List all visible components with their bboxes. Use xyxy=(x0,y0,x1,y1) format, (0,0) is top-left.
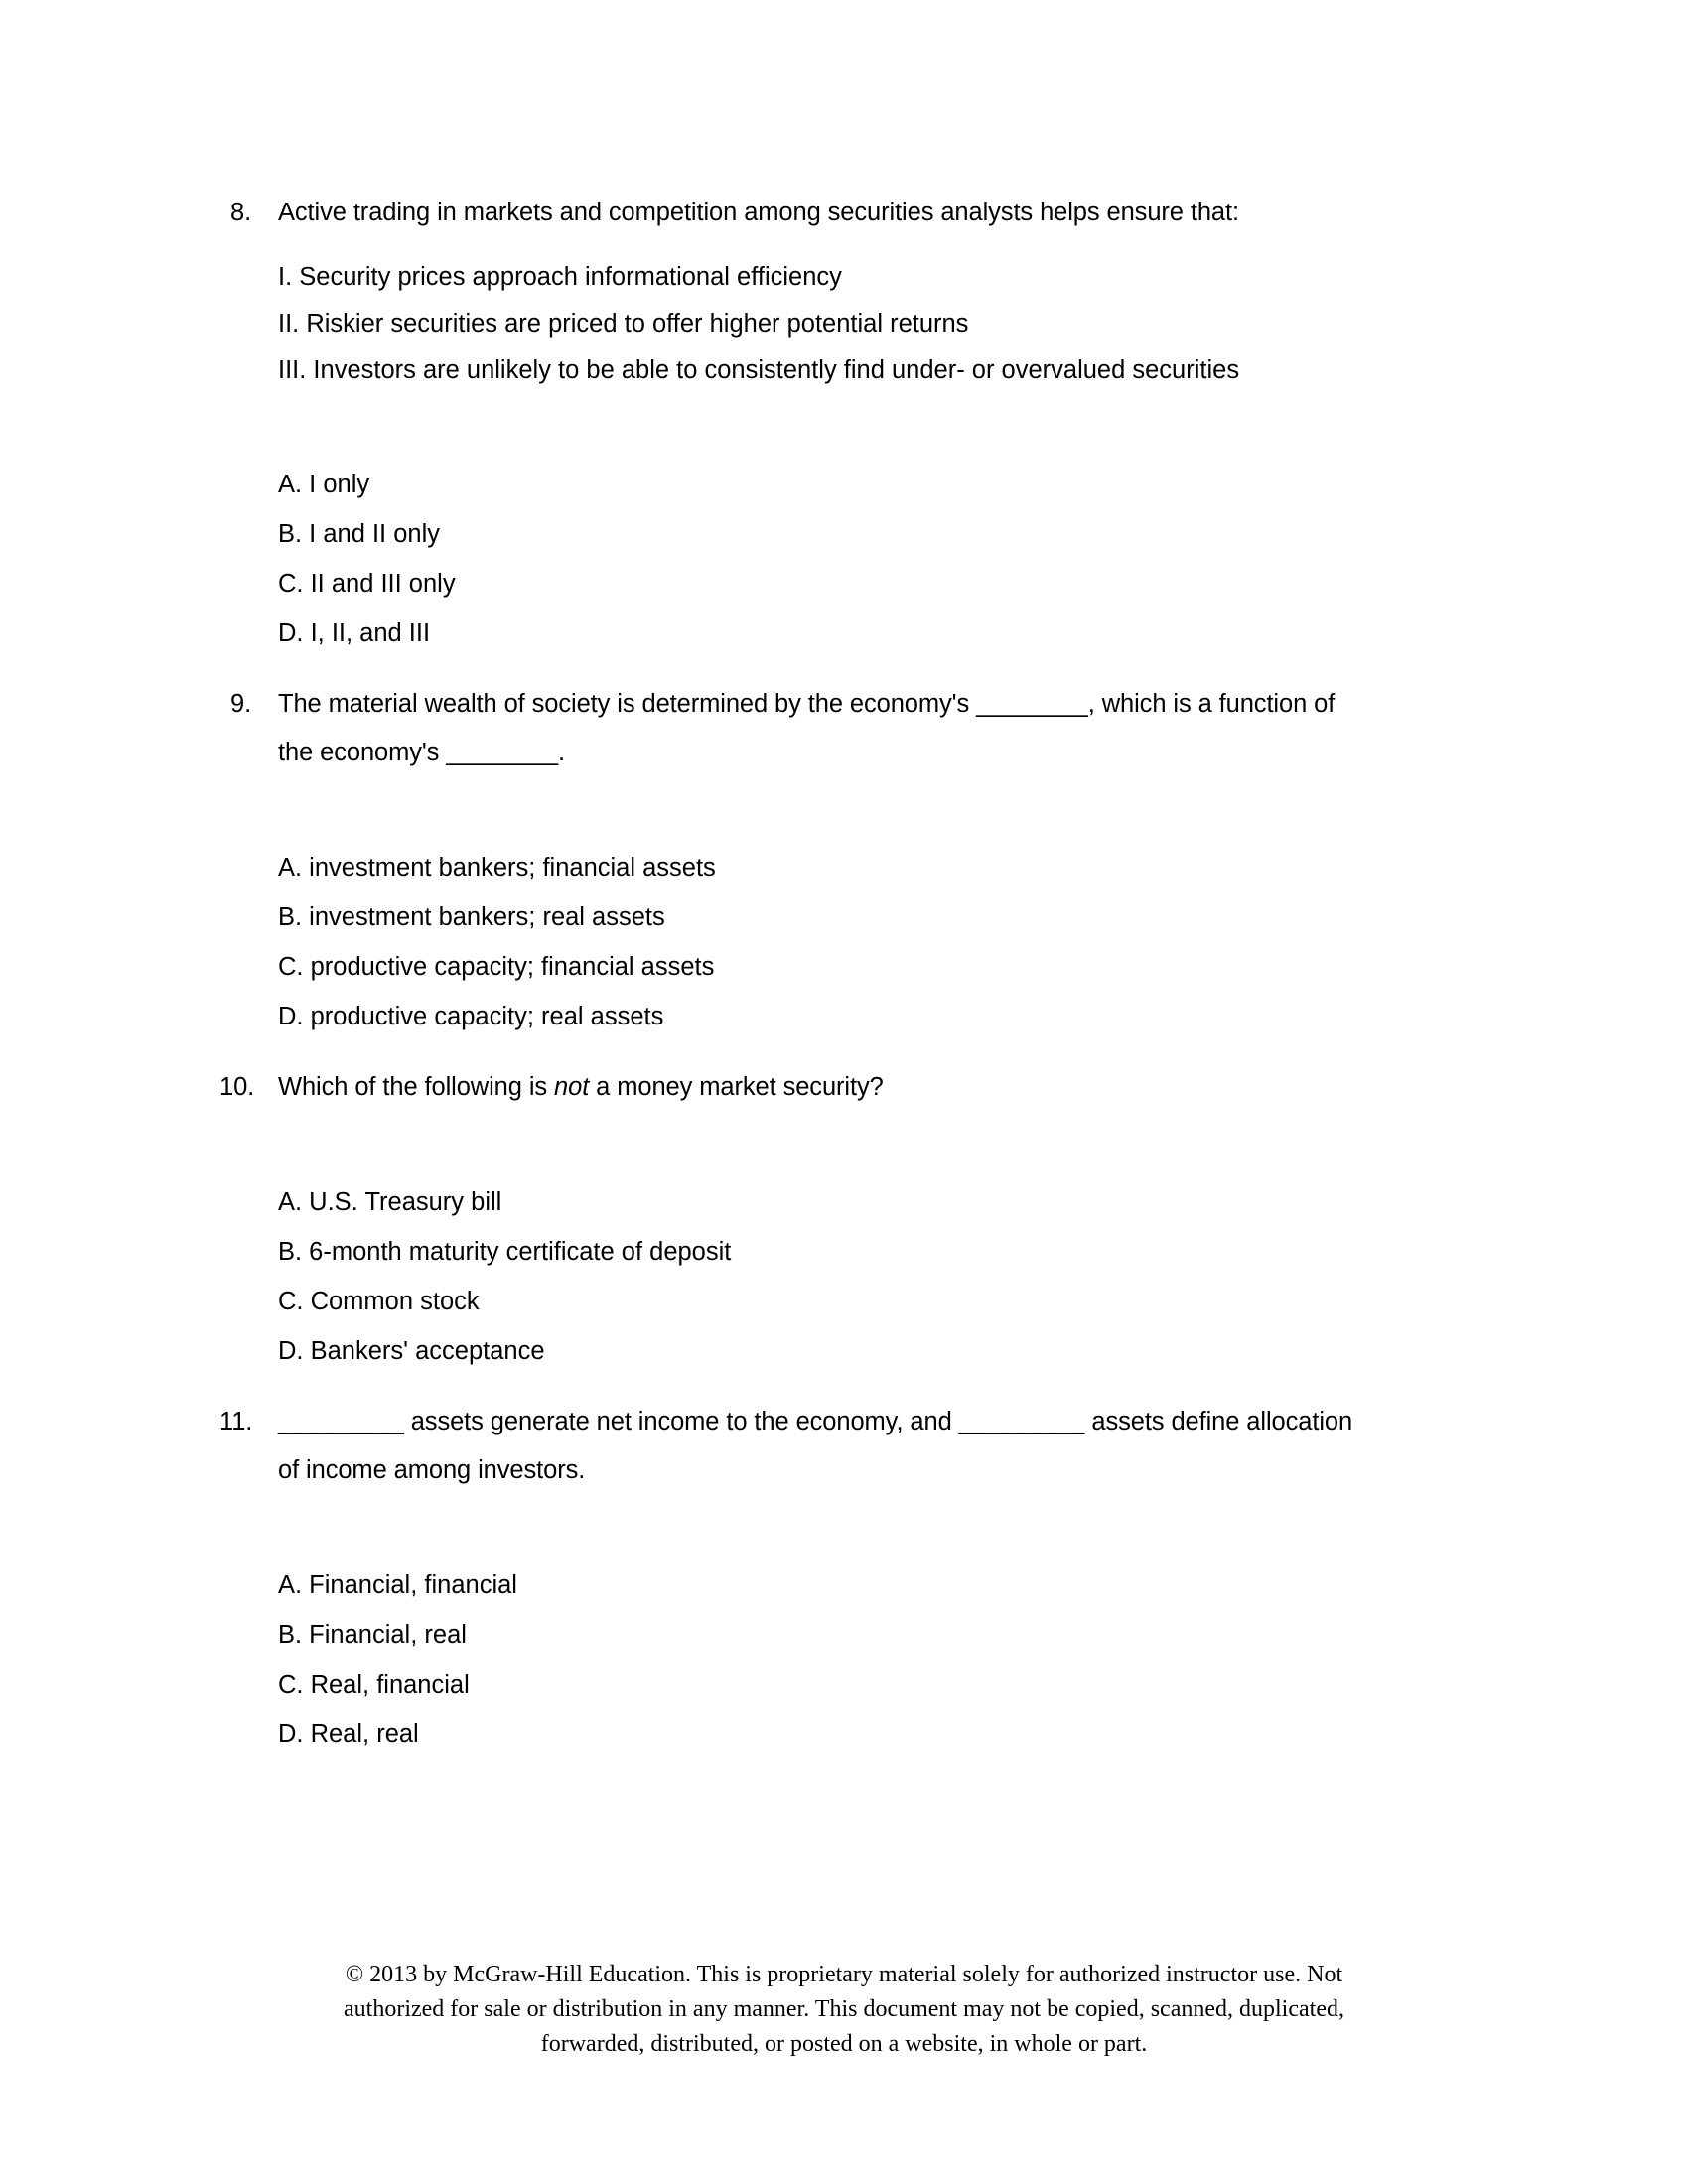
question-10-stem xyxy=(278,1063,1452,1112)
question-9-header xyxy=(230,680,1452,777)
choice-c[interactable]: C. productive capacity; financial assets xyxy=(278,953,715,981)
question-10-stem-emphasis: not xyxy=(554,1073,590,1101)
choice-b[interactable]: B. investment bankers; real assets xyxy=(278,903,665,931)
question-9-stem-line1: The material wealth of society is determined by the economy's ________, which is a function of xyxy=(278,690,1336,718)
question-8-stem: Active trading in markets and competition among securities analysts helps ensure that: xyxy=(278,199,1239,226)
copyright-line-1: © 2013 by McGraw-Hill Education. This is proprietary material solely for authorized instructor use. Not xyxy=(345,1962,1343,1987)
question-11-stem-line1: _________ assets generate net income to the economy, and _________ assets define allocation xyxy=(278,1408,1353,1435)
choice-a[interactable]: A. U.S. Treasury bill xyxy=(278,1188,502,1216)
copyright-line-3: forwarded, distributed, or posted on a website, in whole or part. xyxy=(540,2031,1148,2057)
question-8-choices xyxy=(230,460,1452,658)
question-9-number: 9. xyxy=(230,690,252,718)
choice-d[interactable]: D. I, II, and III xyxy=(278,619,431,647)
choice-b[interactable]: B. Financial, real xyxy=(278,1621,467,1649)
question-8 xyxy=(230,189,1452,658)
question-list xyxy=(219,189,1452,1759)
question-10-stem-after: a money market security? xyxy=(589,1073,884,1101)
question-9 xyxy=(230,680,1452,1041)
question-10-choices xyxy=(230,1177,1452,1376)
question-8-number: 8. xyxy=(230,199,252,226)
spacer xyxy=(230,1495,1452,1561)
choice-c[interactable]: C. Common stock xyxy=(278,1288,480,1315)
spacer xyxy=(230,777,1452,843)
spacer xyxy=(230,1041,1452,1063)
question-11-choices xyxy=(230,1561,1452,1759)
statement-ii: II. Riskier securities are priced to offer higher potential returns xyxy=(278,310,969,338)
choice-a[interactable]: A. Financial, financial xyxy=(278,1571,517,1599)
choice-a[interactable]: A. investment bankers; financial assets xyxy=(278,854,716,882)
spacer xyxy=(230,1112,1452,1177)
question-10-stem-before: Which of the following is xyxy=(278,1073,555,1101)
statement-i: I. Security prices approach informational efficiency xyxy=(278,263,842,291)
question-10 xyxy=(219,1063,1452,1376)
choice-a[interactable]: A. I only xyxy=(278,471,370,498)
question-11 xyxy=(219,1398,1452,1759)
question-11-stem-line2: of income among investors. xyxy=(278,1456,586,1484)
question-11-header xyxy=(219,1398,1452,1495)
question-9-choices xyxy=(230,843,1452,1041)
copyright-footer xyxy=(0,1958,1688,2062)
question-9-stem-line2: the economy's ________. xyxy=(278,739,565,766)
question-8-statements xyxy=(230,254,1452,394)
spacer xyxy=(230,1376,1452,1398)
spacer xyxy=(230,394,1452,460)
choice-d[interactable]: D. productive capacity; real assets xyxy=(278,1003,664,1030)
choice-b[interactable]: B. I and II only xyxy=(278,520,441,548)
statement-iii: III. Investors are unlikely to be able to consistently find under- or overvalued securities xyxy=(278,356,1240,384)
question-10-number: 10. xyxy=(219,1073,255,1101)
choice-c[interactable]: C. Real, financial xyxy=(278,1671,470,1699)
question-11-number: 11. xyxy=(219,1408,253,1435)
choice-d[interactable]: D. Real, real xyxy=(278,1720,419,1748)
question-10-header xyxy=(219,1063,1452,1112)
question-8-header xyxy=(230,189,1452,237)
question-9-stem xyxy=(278,680,1452,777)
choice-b[interactable]: B. 6-month maturity certificate of deposit xyxy=(278,1238,732,1266)
choice-d[interactable]: D. Bankers' acceptance xyxy=(278,1337,545,1365)
copyright-line-2: authorized for sale or distribution in any manner. This document may not be copied, scanned, duplicated, xyxy=(344,1996,1344,2022)
question-11-stem xyxy=(278,1398,1452,1495)
spacer xyxy=(230,658,1452,680)
choice-c[interactable]: C. II and III only xyxy=(278,570,456,598)
